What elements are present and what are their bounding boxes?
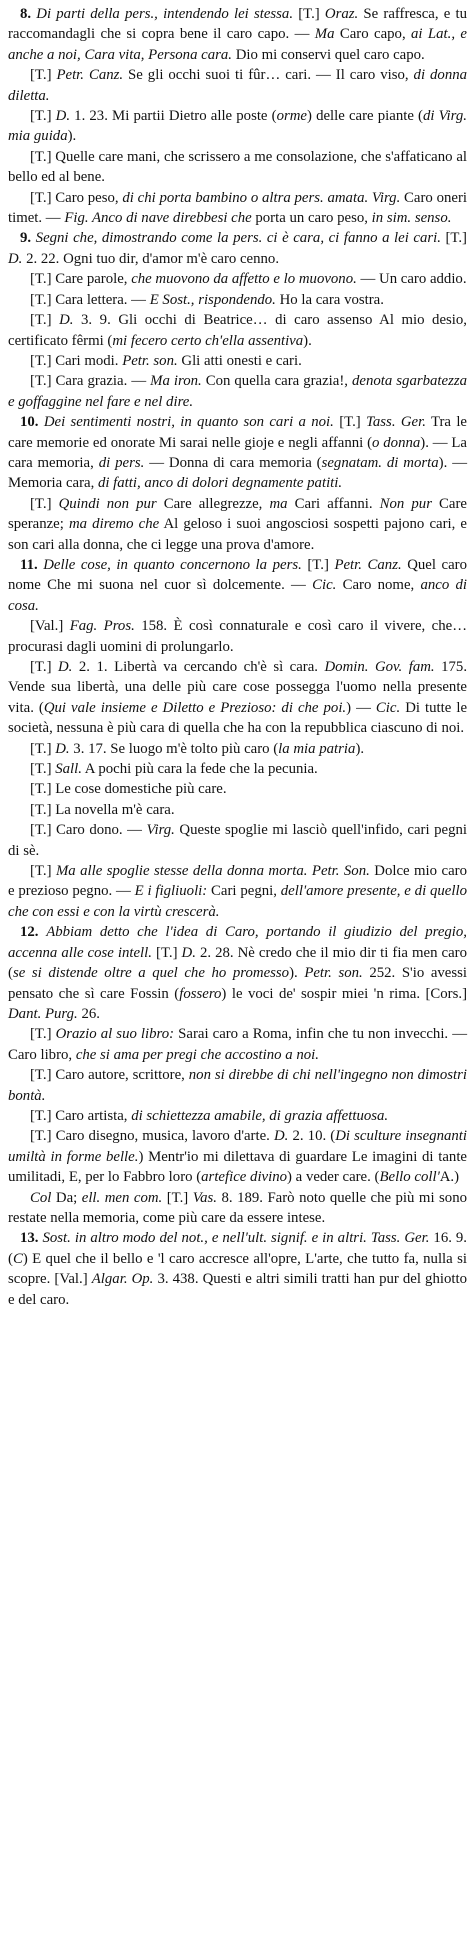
entry-12-sub: [T.] Caro disegno, musica, lavoro d'arte. D. 2. 10. (Di sculture insegnanti umiltà in forme belle.) Mentr'io mi dilettava di guardare Le imagini di tante umilitadi, E, per lo Fabbro loro (artefice divino) a veder care. (Bello coll'A.)	[8, 1128, 467, 1186]
entry-11-sub: [T.] Caro dono. — Virg. Queste spoglie mi lasciò quell'infido, cari pegni di sè.	[8, 822, 467, 859]
entry-11-sub: [T.] D. 3. 17. Se luogo m'è tolto più caro (la mia patria).	[30, 740, 365, 757]
entry-9-sub: [T.] Cari modi. Petr. son. Gli atti onesti e cari.	[30, 352, 302, 369]
entry-11-sub: [T.] D. 2. 1. Libertà va cercando ch'è sì cara. Domin. Gov. fam. 175. Vende sua libertà, una delle più care cose possegga l'uomo nella presente vita. (Qui vale insieme e Diletto e Prezioso: di che poi.) — Cic. Di tutte le società, nessuna è più cara di quella che ha con la repubblica ciascuno di noi.	[8, 659, 468, 737]
entry-8: 8. Di parti della pers., intendendo lei stessa. [T.] Oraz. Se raffresca, e tu raccomandagli che si copra bene il caro capo. — Ma Caro capo, ai Lat., e anche a noi, Cara vita, Persona cara. Dio mi conservi quel caro capo.	[8, 6, 468, 63]
entry-12-sub: [T.] Orazio al suo libro: Sarai caro a Roma, infin che tu non invecchi. — Caro libro, che si ama per pregi che accostino a noi.	[8, 1026, 467, 1063]
entry-8-sub: [T.] Quelle care mani, che scrissero a me consolazione, che s'affaticano al bello ed al bene.	[8, 148, 467, 186]
entry-13: 13. Sost. in altro modo del not., e nell'ult. signif. e in altri. Tass. Ger. 16. 9. (C) E quel che il bello e 'l caro accresce all'opre, L'arte, che tutto fa, nulla si scopre. [Val.] Algar. Op. 3. 438. Questi e altri simili tratti han pur del ghiotto e del caro.	[8, 1230, 467, 1308]
entry-9-sub: [T.] Cara grazia. — Ma iron. Con quella cara grazia!, denota sgarbatezza e goffaggine nel fare e nel dire.	[8, 373, 467, 410]
entry-9-sub: [T.] D. 3. 9. Gli occhi di Beatrice… di caro assenso Al mio desio, certificato fêrmi (mi fecero certo ch'ella assentiva).	[8, 312, 467, 349]
entry-9-sub: [T.] Care parole, che muovono da affetto e lo muovono. — Un caro addio.	[30, 271, 467, 288]
entry-12-sub: [T.] Caro artista, di schiettezza amabile, di grazia affettuosa.	[30, 1107, 389, 1124]
entry-11-sub: [Val.] Fag. Pros. 158. È così connaturale e così caro il vivere, che… procurasi dagli uomini di prolungarlo.	[8, 618, 467, 655]
entry-11-sub: [T.] Sall. A pochi più cara la fede che la pecunia.	[30, 761, 318, 778]
entry-12: 12. Abbiam detto che l'idea di Caro, portando il giudizio del pregio, accenna alle cose intell. [T.] D. 2. 28. Nè credo che il mio dir ti fia men caro (se si distende oltre a quel che ho promesso). Petr. son. 252. S'io avessi pensato che sì care Fossin (fossero) le voci de' sospir miei 'n rima. [Cors.] Dant. Purg. 26.	[8, 924, 467, 1022]
entry-8-sub: [T.] Caro peso, di chi porta bambino o altra pers. amata. Virg. Caro oneri timet. — Fig. Anco di nave direbbesi che porta un caro peso, in sim. senso.	[8, 189, 467, 227]
entry-8-sub: [T.] Petr. Canz. Se gli occhi suoi ti fûr… cari. — Il caro viso, di donna diletta.	[8, 67, 468, 104]
entry-9: 9. Segni che, dimostrando come la pers. ci è cara, ci fanno a lei cari. [T.] D. 2. 22. Ogni tuo dir, d'amor m'è caro cenno.	[8, 230, 467, 267]
entry-12-sub: [T.] Caro autore, scrittore, non si direbbe di chi nell'ingegno non dimostri bontà.	[8, 1067, 468, 1104]
entry-11-sub: [T.] Le cose domestiche più care.	[30, 781, 227, 798]
entry-12-sub: Col Da; ell. men com. [T.] Vas. 8. 189. Farò noto quelle che più mi sono restate nella memoria, come più care da essere intese.	[8, 1189, 468, 1226]
entry-8-sub: [T.] D. 1. 23. Mi partii Dietro alle poste (orme) delle care piante (di Virg. mia guida).	[8, 108, 467, 145]
entry-11-sub: [T.] La novella m'è cara.	[30, 801, 175, 818]
entry-11-sub: [T.] Ma alle spoglie stesse della donna morta. Petr. Son. Dolce mio caro e prezioso pegno. — E i figliuoli: Cari pegni, dell'amore presente, e di quello che con essi e con la virtù crescerà.	[8, 863, 467, 920]
entry-10-sub: [T.] Quindi non pur Care allegrezze, ma Cari affanni. Non pur Care speranze; ma diremo che Al geloso i suoi angosciosi sospetti pajono cari, e son cari alla donna, che ci legge una prova d'amore.	[8, 495, 467, 553]
entry-9-sub: [T.] Cara lettera. — E Sost., rispondendo. Ho la cara vostra.	[30, 291, 384, 308]
entry-11: 11. Delle cose, in quanto concernono la pers. [T.] Petr. Canz. Quel caro nome Che mi suona nel cuor sì dolcemente. — Cic. Caro nome, anco di cosa.	[8, 556, 468, 614]
entry-10: 10. Dei sentimenti nostri, in quanto son cari a noi. [T.] Tass. Ger. Tra le care memorie ed onorate Mi sarai nelle gioje e negli affanni (o donna). — La cara memoria, di pers. — Donna di cara memoria (segnatam. di morta). — Memoria cara, di fatti, anco di dolori degnamente patiti.	[8, 414, 467, 492]
